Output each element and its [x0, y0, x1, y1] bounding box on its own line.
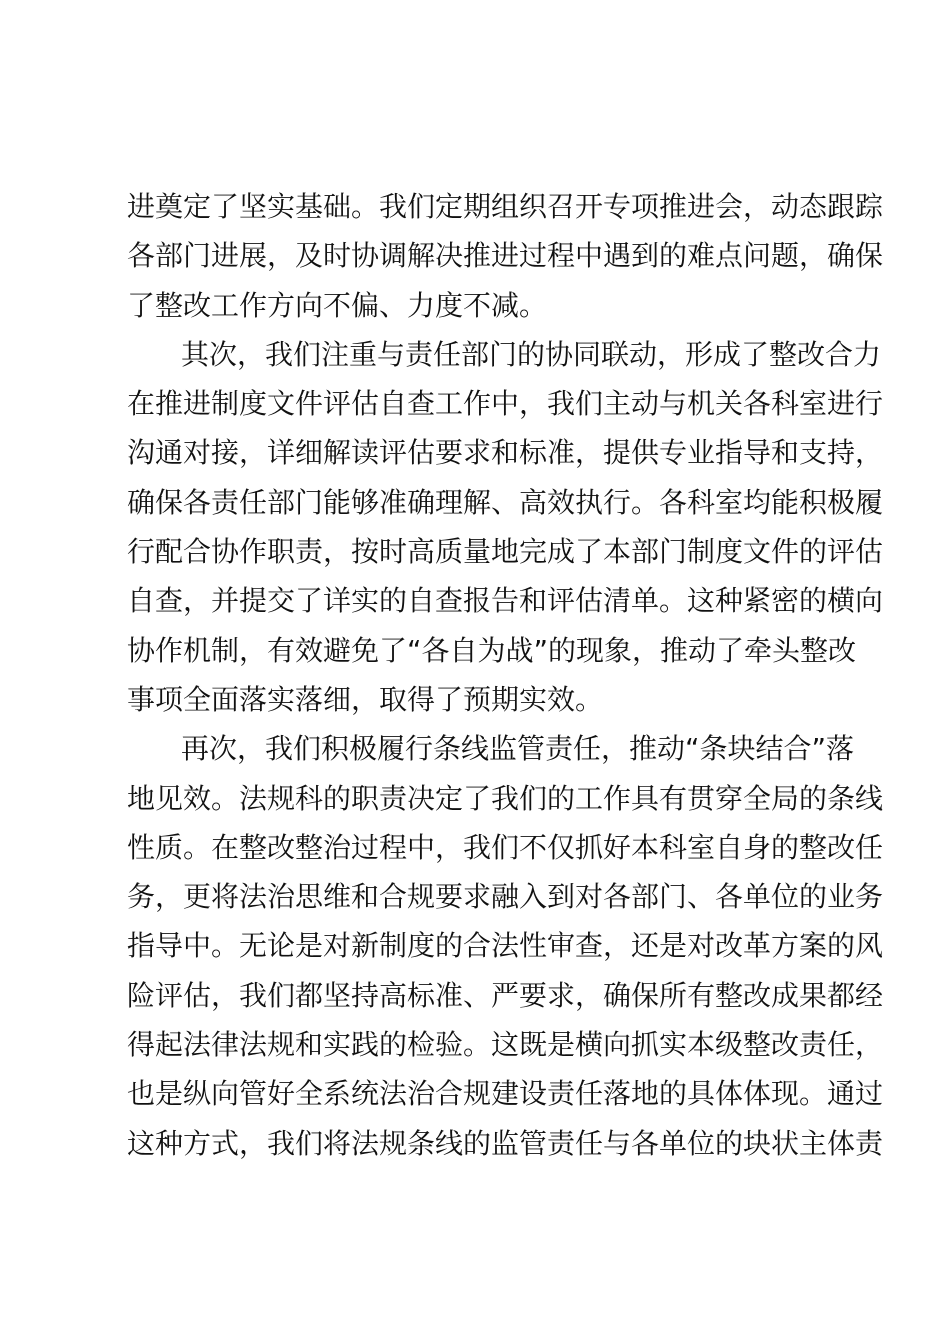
paragraph-line: 险评估，我们都坚持高标准、严要求，确保所有整改成果都经: [127, 978, 884, 1012]
paragraph-2: [127, 330, 884, 724]
paragraph-line: 进奠定了坚实基础。我们定期组织召开专项推进会，动态跟踪: [127, 190, 884, 223]
paragraph-line: 也是纵向管好全系统法治合规建设责任落地的具体体现。通过: [127, 1077, 884, 1111]
paragraph-line: 了整改工作方向不偏、力度不减。: [127, 288, 548, 322]
paragraph-line: 这种方式，我们将法规条线的监管责任与各单位的块状主体责: [127, 1126, 884, 1160]
paragraph-line: 性质。在整改整治过程中，我们不仅抓好本科室自身的整改任: [127, 830, 884, 864]
paragraph-line: 再次，我们积极履行条线监管责任，推动“条块结合”落: [181, 732, 855, 766]
paragraph-line: 在推进制度文件评估自查工作中，我们主动与机关各科室进行: [127, 387, 884, 421]
paragraph-3: [127, 724, 884, 1168]
paragraph-line: 事项全面落实落细，取得了预期实效。: [127, 682, 604, 716]
paragraph-line: 其次，我们注重与责任部门的协同联动，形成了整改合力: [181, 337, 882, 371]
paragraph-1: [127, 182, 884, 330]
paragraph-line: 地见效。法规科的职责决定了我们的工作具有贯穿全局的条线: [127, 781, 884, 815]
document-body: [127, 182, 884, 1168]
paragraph-line: 行配合协作职责，按时高质量地完成了本部门制度文件的评估: [127, 535, 884, 569]
paragraph-line: 确保各责任部门能够准确理解、高效执行。各科室均能积极履: [127, 485, 884, 519]
paragraph-line: 自查，并提交了详实的自查报告和评估清单。这种紧密的横向: [127, 584, 884, 618]
paragraph-line: 沟通对接，详细解读评估要求和标准，提供专业指导和支持，: [127, 436, 884, 470]
paragraph-line: 指导中。无论是对新制度的合法性审查，还是对改革方案的风: [127, 929, 884, 963]
paragraph-line: 务，更将法治思维和合规要求融入到对各部门、各单位的业务: [127, 880, 884, 914]
paragraph-line: 协作机制，有效避免了“各自为战”的现象，推动了牵头整改: [127, 633, 857, 667]
paragraph-line: 各部门进展，及时协调解决推进过程中遇到的难点问题，确保: [127, 239, 884, 273]
paragraph-line: 得起法律法规和实践的检验。这既是横向抓实本级整改责任，: [127, 1028, 884, 1062]
